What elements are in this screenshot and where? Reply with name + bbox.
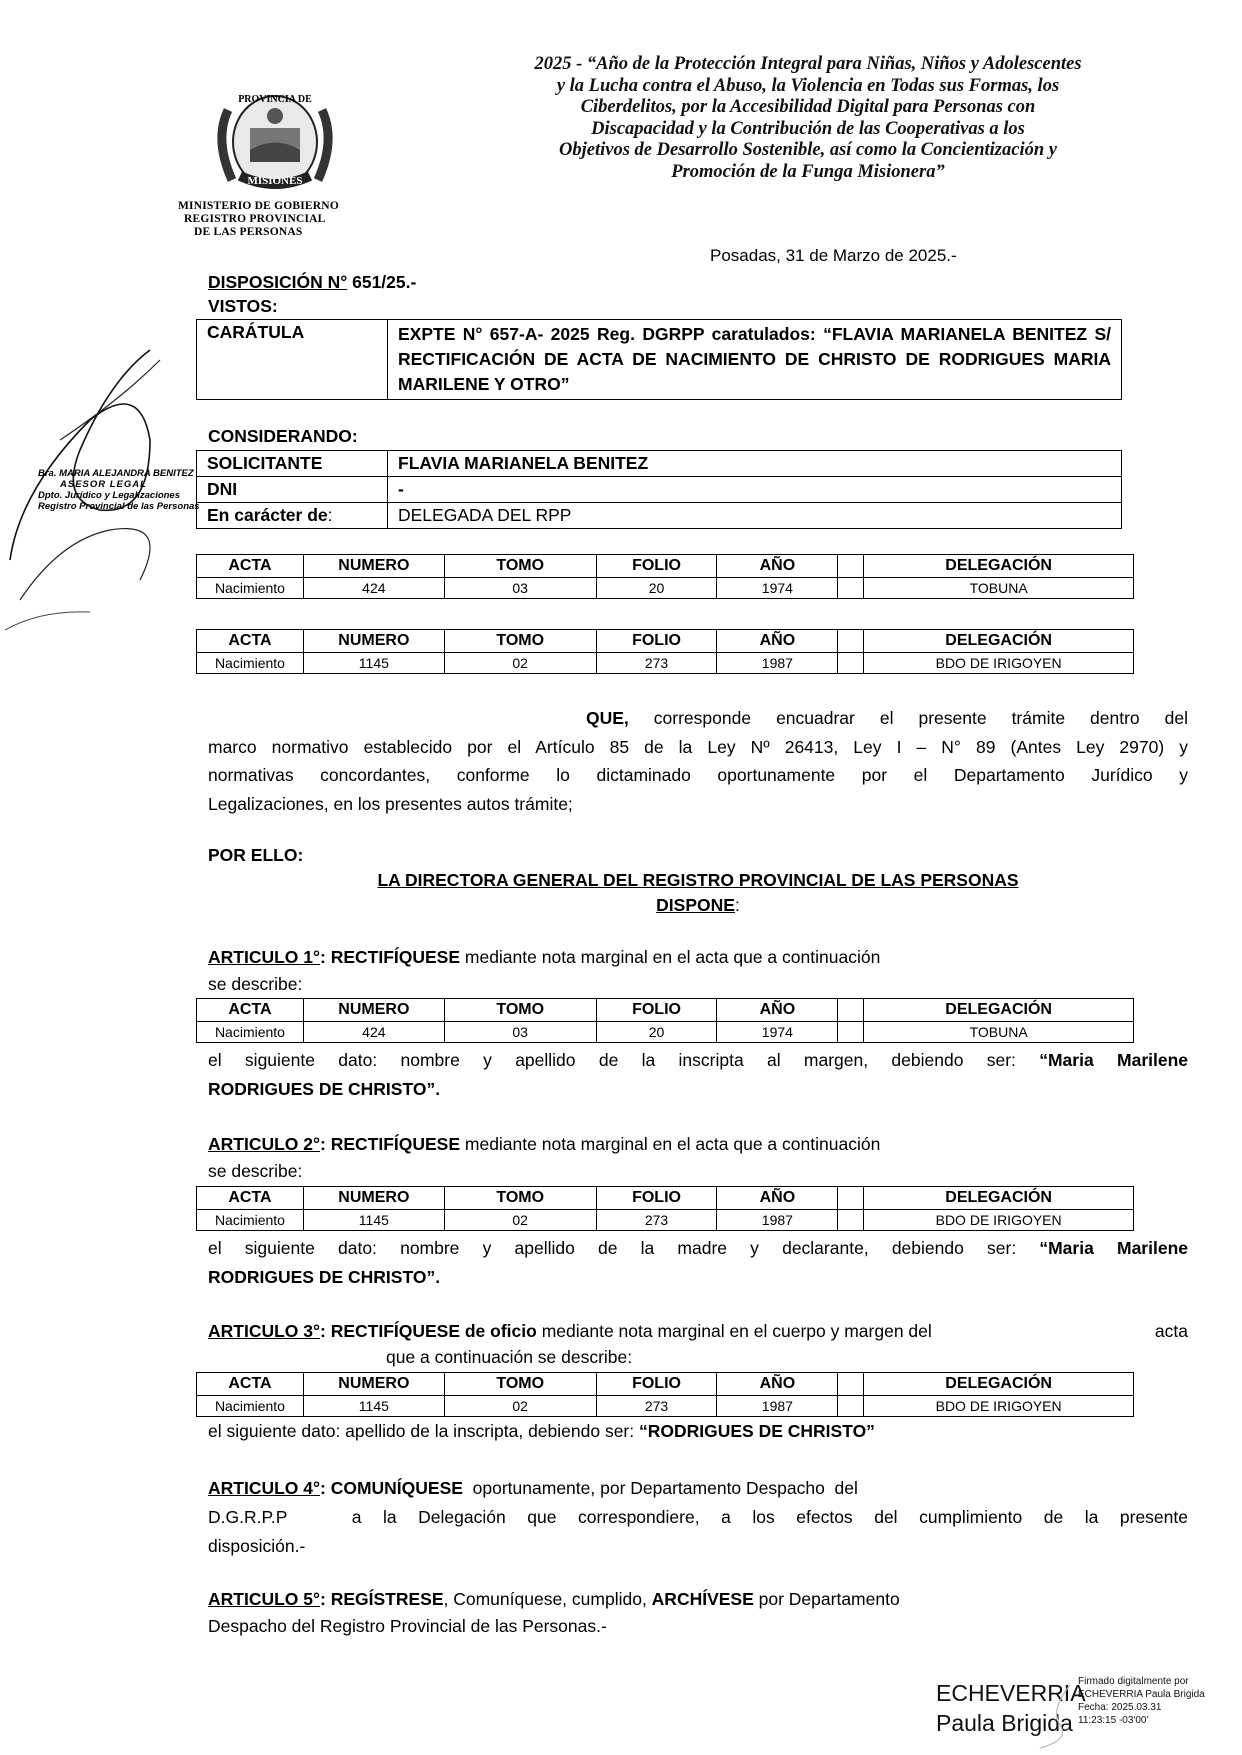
table-row — [197, 451, 1122, 477]
articulo-2-result — [208, 1234, 1188, 1291]
acta-header-cell: FOLIO — [596, 555, 717, 578]
caratula-value: EXPTE N° 657-A- 2025 Reg. DGRPP caratulados: “FLAVIA MARIANELA BENITEZ S/ RECTIFICACIÓN DE ACTA DE NACIMIENTO DE CHRISTO DE RODRIGUES MARIA MARILENE Y OTRO” — [388, 320, 1122, 400]
articulo-text-tail: acta — [1154, 1321, 1188, 1341]
year-motto — [468, 54, 1148, 183]
acta-data-row — [197, 1396, 1134, 1417]
acta-header-cell: TOMO — [444, 999, 596, 1022]
result-text: el siguiente dato: apellido de la inscripta, debiendo ser: — [208, 1421, 639, 1441]
acta-header-cell: AÑO — [717, 1187, 838, 1210]
acta-table — [196, 554, 1134, 599]
svg-text:PROVINCIA DE: PROVINCIA DE — [238, 94, 312, 105]
acta-header-cell: ACTA — [197, 1373, 304, 1396]
acta-cell: 03 — [444, 578, 596, 599]
signer-name-line: Paula Brigida — [936, 1710, 1073, 1736]
signer-name-line: ECHEVERRIA — [936, 1680, 1086, 1706]
row-value: FLAVIA MARIANELA BENITEZ — [388, 451, 1122, 477]
acta-cell: 1987 — [717, 1396, 838, 1417]
acta-header-cell: FOLIO — [596, 1373, 717, 1396]
articulo-text: por Departamento — [753, 1589, 900, 1609]
acta-cell: Nacimiento — [197, 653, 304, 674]
considerando-heading: CONSIDERANDO: — [208, 426, 358, 446]
acta-cell: 1974 — [717, 1022, 838, 1043]
acta-cell: TOBUNA — [864, 1022, 1134, 1043]
articulo-2-line2: se describe: — [208, 1161, 303, 1181]
ministry-line: DE LAS PERSONAS — [194, 226, 303, 238]
acta-data-row — [197, 578, 1134, 599]
acta-header-cell: DELEGACIÓN — [864, 1373, 1134, 1396]
acta-header-row — [197, 630, 1134, 653]
acta-cell: TOBUNA — [864, 578, 1134, 599]
signature-info-line: 11:23:15 -03'00' — [1078, 1715, 1149, 1726]
acta-header-cell — [838, 555, 864, 578]
vistos-heading: VISTOS: — [208, 296, 278, 316]
row-key: SOLICITANTE — [197, 451, 388, 477]
articulo-colon: : — [320, 1134, 326, 1154]
acta-header-cell: AÑO — [717, 555, 838, 578]
acta-header-cell: NUMERO — [303, 555, 444, 578]
acta-header-cell: ACTA — [197, 999, 304, 1022]
acta-header-cell: TOMO — [444, 555, 596, 578]
caratula-table — [196, 319, 1122, 400]
acta-header-cell: TOMO — [444, 1373, 596, 1396]
result-line: RODRIGUES DE CHRISTO”. — [208, 1266, 441, 1287]
que-paragraph — [208, 704, 1188, 818]
acta-cell: 273 — [596, 653, 717, 674]
ministry-line: MINISTERIO DE GOBIERNO — [178, 200, 339, 212]
acta-header-cell: NUMERO — [303, 1187, 444, 1210]
acta-cell: 02 — [444, 653, 596, 674]
que-line: marco normativo establecido por el Artículo 85 de la Ley Nº 26413, Ley I – N° 89 (Antes Ley 2970) y — [208, 736, 1188, 757]
articulo-verb: REGÍSTRESE — [325, 1589, 444, 1609]
acta-data-row — [197, 1210, 1134, 1231]
articulo-3 — [208, 1321, 1188, 1342]
acta-cell: 273 — [596, 1210, 717, 1231]
acta-cell — [838, 1210, 864, 1231]
acta-header-cell: NUMERO — [303, 630, 444, 653]
svg-text:MISIONES: MISIONES — [247, 175, 303, 187]
acta-cell: 1974 — [717, 578, 838, 599]
acta-cell: Nacimiento — [197, 1396, 304, 1417]
articulo-text: mediante nota marginal en el cuerpo y margen del — [536, 1321, 932, 1341]
acta-header-cell: NUMERO — [303, 1373, 444, 1396]
acta-table — [196, 1186, 1134, 1231]
acta-header-cell: FOLIO — [596, 999, 717, 1022]
articulo-2 — [208, 1134, 880, 1155]
acta-header-cell: ACTA — [197, 1187, 304, 1210]
acta-data-row — [197, 653, 1134, 674]
acta-header-cell: TOMO — [444, 630, 596, 653]
result-bold: “Maria Marilene — [1039, 1050, 1189, 1070]
result-text: el siguiente dato: nombre y apellido de la inscripta al margen, debiendo ser: — [208, 1050, 1016, 1070]
digital-signature-info — [1078, 1675, 1205, 1727]
articulo-text: oportunamente, por Departamento Despacho del — [462, 1478, 858, 1498]
articulo-3-result — [208, 1421, 875, 1442]
acta-cell: 1145 — [303, 653, 444, 674]
document-date: Posadas, 31 de Marzo de 2025.- — [710, 246, 957, 265]
articulo-1-line2: se describe: — [208, 974, 303, 994]
articulo-text: mediante nota marginal en el acta que a continuación — [460, 947, 881, 967]
acta-header-cell: AÑO — [717, 630, 838, 653]
acta-cell: 1145 — [303, 1396, 444, 1417]
row-key — [197, 503, 388, 529]
acta-header-cell — [838, 1187, 864, 1210]
acta-cell: 1987 — [717, 653, 838, 674]
acta-header-cell: ACTA — [197, 555, 304, 578]
acta-header-row — [197, 555, 1134, 578]
acta-header-cell: TOMO — [444, 1187, 596, 1210]
motto-line: Ciberdelitos, por la Accesibilidad Digital para Personas con — [580, 97, 1036, 117]
articulo-verb: RECTIFÍQUESE — [325, 947, 461, 967]
articulo-colon: : — [320, 1321, 326, 1341]
articulo-label: ARTICULO 2° — [208, 1134, 320, 1154]
motto-line: Discapacidad y la Contribución de las Cooperativas a los — [591, 118, 1025, 139]
directora-heading: LA DIRECTORA GENERAL DEL REGISTRO PROVINCIAL DE LAS PERSONAS — [377, 870, 1019, 890]
acta-header-cell — [838, 999, 864, 1022]
articulo-colon: : — [320, 947, 326, 967]
acta-header-cell — [838, 1373, 864, 1396]
acta-header-cell — [838, 630, 864, 653]
acta-header-row — [197, 1373, 1134, 1396]
provincial-seal-icon — [210, 80, 340, 198]
result-line: RODRIGUES DE CHRISTO”. — [208, 1078, 441, 1099]
dispone-word: DISPONE — [656, 895, 735, 915]
caratula-key: CARÁTULA — [197, 320, 388, 400]
row-key-suffix: : — [327, 505, 333, 525]
result-text: el siguiente dato: nombre y apellido de la madre y declarante, debiendo ser: — [208, 1238, 1017, 1258]
que-text: corresponde encuadrar el presente trámite dentro del — [653, 708, 1188, 728]
disposition-label: DISPOSICIÓN N° — [208, 272, 348, 292]
considerando-table — [196, 450, 1122, 529]
ministry-heading — [178, 200, 339, 239]
acta-header-cell: ACTA — [197, 630, 304, 653]
que-label: QUE, — [586, 708, 629, 728]
acta-cell: 20 — [596, 578, 717, 599]
disposition-number — [208, 272, 416, 293]
articulo-1-result — [208, 1046, 1188, 1103]
motto-line: 2025 - “Año de la Protección Integral para Niñas, Niños y Adolescentes — [534, 54, 1082, 74]
que-line: Legalizaciones, en los presentes autos trámite; — [208, 793, 573, 814]
acta-cell: BDO DE IRIGOYEN — [864, 1396, 1134, 1417]
articulo-label: ARTICULO 5° — [208, 1589, 320, 1609]
por-ello-heading: POR ELLO: — [208, 845, 304, 865]
stamp-line: ASESOR LEGAL — [60, 479, 147, 490]
acta-header-cell: FOLIO — [596, 630, 717, 653]
acta-cell — [838, 578, 864, 599]
acta-header-cell: AÑO — [717, 1373, 838, 1396]
articulo-5-line2: Despacho del Registro Provincial de las Personas.- — [208, 1616, 607, 1636]
row-key: DNI — [197, 477, 388, 503]
result-bold: “Maria Marilene — [1039, 1238, 1188, 1258]
acta-cell: 1987 — [717, 1210, 838, 1231]
articulo-label: ARTICULO 4° — [208, 1478, 320, 1498]
articulo-verb: COMUNÍQUESE — [325, 1478, 463, 1498]
articulo-5 — [208, 1589, 900, 1610]
articulo-colon: : — [320, 1589, 326, 1609]
acta-cell: 273 — [596, 1396, 717, 1417]
acta-cell: Nacimiento — [197, 578, 304, 599]
articulo-verb: RECTIFÍQUESE — [325, 1134, 461, 1154]
articulo-verb: RECTIFÍQUESE de oficio — [325, 1321, 537, 1341]
acta-cell: 02 — [444, 1396, 596, 1417]
motto-line: Promoción de la Funga Misionera” — [671, 161, 945, 182]
acta-header-cell: DELEGACIÓN — [864, 555, 1134, 578]
signature-flourish-icon — [1030, 1680, 1080, 1755]
acta-cell: BDO DE IRIGOYEN — [864, 653, 1134, 674]
motto-line: y la Lucha contra el Abuso, la Violencia en Todas sus Formas, los — [556, 75, 1060, 96]
articulo-label: ARTICULO 3° — [208, 1321, 320, 1341]
acta-cell: 02 — [444, 1210, 596, 1231]
articulo-4-body — [208, 1503, 1188, 1560]
articulo-verb: ARCHÍVESE — [651, 1589, 754, 1609]
acta-cell: 424 — [303, 1022, 444, 1043]
stamp-line: Registro Provincial de las Personas — [38, 501, 200, 512]
disposition-value: 651/25.- — [347, 272, 417, 292]
acta-cell: Nacimiento — [197, 1022, 304, 1043]
row-key-text: En carácter de — [207, 505, 328, 525]
acta-cell: 20 — [596, 1022, 717, 1043]
acta-cell — [838, 653, 864, 674]
articulo-4 — [208, 1478, 858, 1499]
result-line — [208, 1046, 1188, 1075]
que-line — [208, 704, 1188, 733]
acta-cell: 424 — [303, 578, 444, 599]
stamp-line: Bra. MARIA ALEJANDRA BENITEZ — [38, 468, 194, 479]
acta-cell — [838, 1022, 864, 1043]
table-row — [197, 503, 1122, 529]
acta-header-cell: DELEGACIÓN — [864, 630, 1134, 653]
articulo-label: ARTICULO 1° — [208, 947, 320, 967]
acta-header-cell: DELEGACIÓN — [864, 999, 1134, 1022]
articulo-line: D.G.R.P.P a la Delegación que correspondiere, a los efectos del cumplimiento de la presente — [208, 1507, 1188, 1527]
result-bold: “RODRIGUES DE CHRISTO” — [638, 1421, 875, 1441]
ministry-line: REGISTRO PROVINCIAL — [184, 213, 326, 225]
articulo-3-line2: que a continuación se describe: — [386, 1347, 633, 1367]
motto-line: Objetivos de Desarrollo Sostenible, así como la Concientización y — [559, 140, 1057, 160]
acta-header-cell: DELEGACIÓN — [864, 1187, 1134, 1210]
dispone-heading — [348, 895, 1048, 916]
result-line — [208, 1234, 1188, 1263]
acta-data-row — [197, 1022, 1134, 1043]
acta-cell — [838, 1396, 864, 1417]
acta-cell: 1145 — [303, 1210, 444, 1231]
signature-info-line: ECHEVERRIA Paula Brigida — [1078, 1689, 1205, 1700]
acta-table — [196, 1372, 1134, 1417]
articulo-text: , Comuníquese, cumplido, — [443, 1589, 652, 1609]
stamp-line: Dpto. Jurídico y Legalizaciones — [38, 490, 181, 501]
acta-header-row — [197, 1187, 1134, 1210]
acta-table — [196, 998, 1134, 1043]
acta-header-row — [197, 999, 1134, 1022]
signature-info-line: Firmado digitalmente por — [1078, 1676, 1189, 1687]
acta-header-cell: AÑO — [717, 999, 838, 1022]
acta-table — [196, 629, 1134, 674]
row-value: DELEGADA DEL RPP — [388, 503, 1122, 529]
articulo-1 — [208, 947, 880, 968]
legal-advisor-stamp — [38, 468, 200, 512]
articulo-line: disposición.- — [208, 1535, 306, 1556]
acta-cell: 03 — [444, 1022, 596, 1043]
dispone-colon: : — [734, 895, 740, 915]
articulo-colon: : — [320, 1478, 326, 1498]
signature-info-line: Fecha: 2025.03.31 — [1078, 1702, 1162, 1713]
row-value: - — [388, 477, 1122, 503]
articulo-text: mediante nota marginal en el acta que a continuación — [460, 1134, 881, 1154]
table-row — [197, 477, 1122, 503]
que-line: normativas concordantes, conforme lo dictaminado oportunamente por el Departamento Jurídico y — [208, 765, 1188, 785]
acta-cell: Nacimiento — [197, 1210, 304, 1231]
acta-cell: BDO DE IRIGOYEN — [864, 1210, 1134, 1231]
acta-header-cell: FOLIO — [596, 1187, 717, 1210]
acta-header-cell: NUMERO — [303, 999, 444, 1022]
